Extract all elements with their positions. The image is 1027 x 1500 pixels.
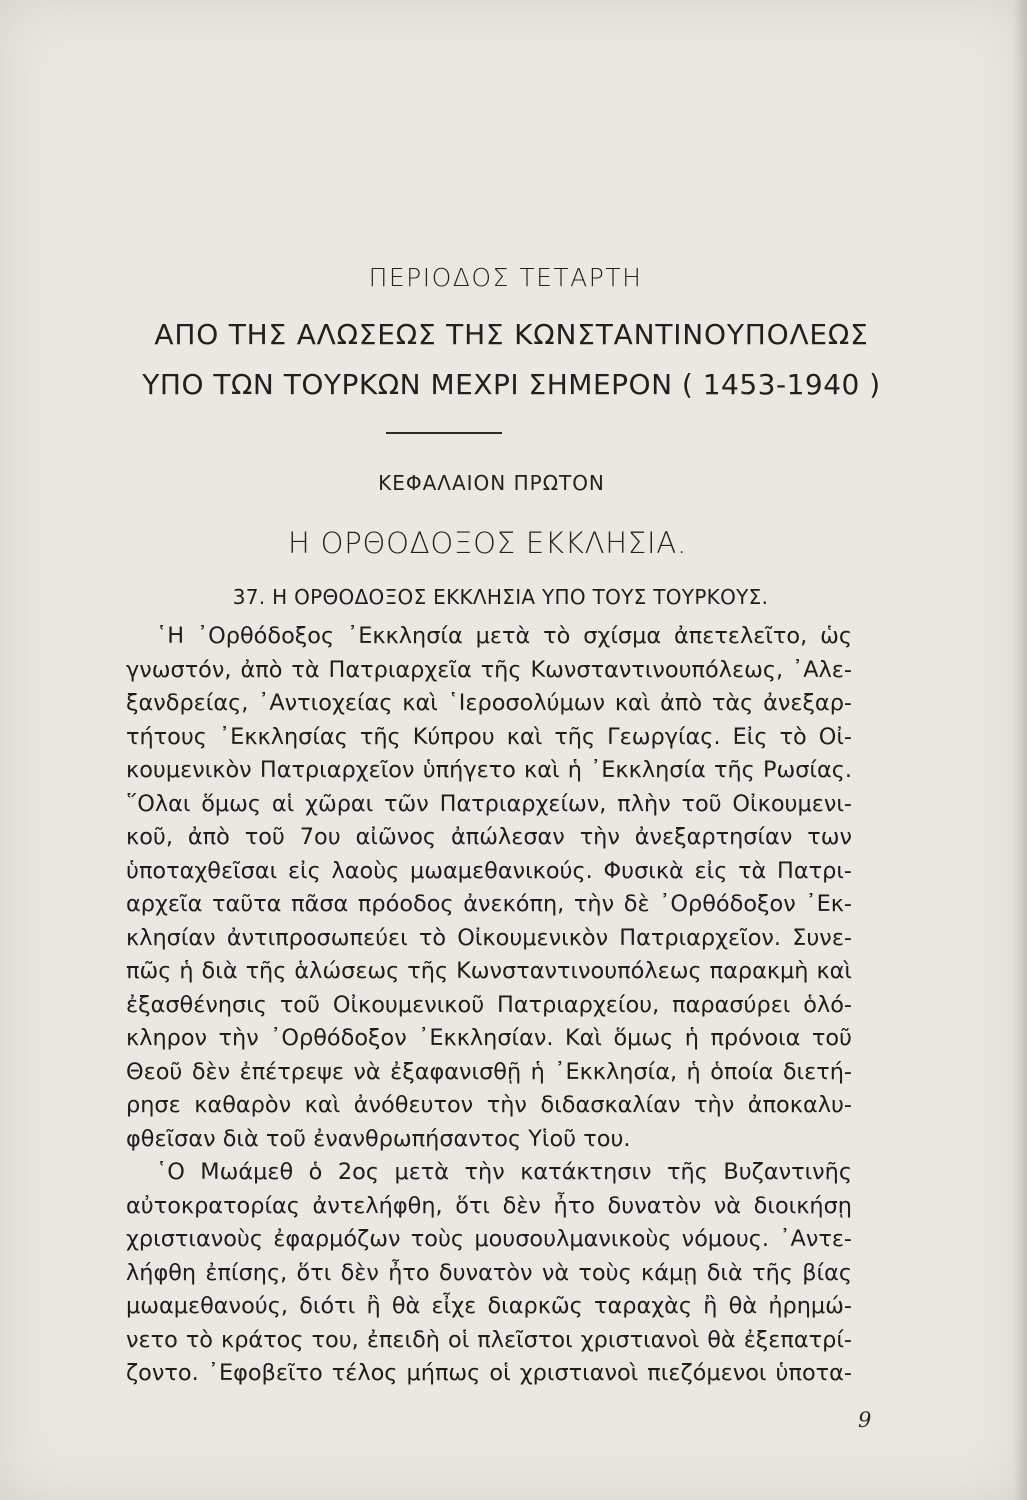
text-line: ῞Ολαι ὅμως αἱ χῶραι τῶν Πατριαρχείων, πλὴν τοῦ Οἰκουμενι- [126, 790, 852, 817]
text-line: πῶς ἡ διὰ τῆς ἁλώσεως τῆς Κωνσταντινουπόλεως παρακμὴ καὶ [126, 958, 852, 984]
text-line: ἐξασθένησις τοῦ Οἰκουμενικοῦ Πατριαρχείου, παρασύρει ὁλό- [126, 991, 852, 1018]
text-line: ρησε καθαρὸν καὶ ἀνόθευτον τὴν διδασκαλίαν τὴν ἀποκαλυ- [126, 1092, 852, 1118]
title-line-1: ΑΠΟ ΤΗΣ ΑΛΩΣΕΩΣ ΤΗΣ ΚΩΝΣΤΑΝΤΙΝΟΥΠΟΛΕΩΣ [154, 318, 869, 351]
text-line: κοῦ, ἀπὸ τοῦ 7ου αἰῶνος ἀπώλεσαν τὴν ἀνεξαρτησίαν των [126, 824, 852, 850]
text-line: τήτους ᾿Εκκλησίας τῆς Κύπρου καὶ τῆς Γεωργίας. Εἰς τὸ Οἰ- [126, 723, 852, 750]
period-heading: ΠΕΡΙΟΔΟΣ ΤΕΤΑΡΤΗ [368, 263, 643, 292]
text-line: φθεῖσαν διὰ τοῦ ἐνανθρωπήσαντος Υἱοῦ του. [126, 1125, 631, 1152]
section-heading: 37. Η ΟΡΘΟΔΟΞΟΣ ΕΚΚΛΗΣΙΑ ΥΠΟ ΤΟΥΣ ΤΟΥΡΚΟΥΣ. [232, 585, 769, 609]
title-divider [386, 432, 502, 434]
text-line: Θεοῦ δὲν ἐπέτρεψε νὰ ἐξαφανισθῇ ἡ ᾿Εκκλησία, ἡ ὁποία διετή- [126, 1058, 852, 1085]
text-line: κουμενικὸν Πατριαρχεῖον ὑπήγετο καὶ ἡ ᾿Εκκλησία τῆς Ρωσίας. [126, 757, 852, 783]
page-number: 9 [858, 1408, 872, 1432]
text-line: κλησίαν ἀντιπροσωπεύει τὸ Οἰκουμενικὸν Πατριαρχεῖον. Συνε- [126, 924, 852, 951]
body-text [126, 620, 852, 1391]
text-line: λήφθη ἐπίσης, ὅτι δὲν ἦτο δυνατὸν νὰ τοὺς κάμῃ διὰ τῆς βίας [126, 1259, 852, 1286]
text-line: αὐτοκρατορίας ἀντελήφθη, ὅτι δὲν ἦτο δυνατὸν νὰ διοικήσῃ [126, 1192, 852, 1219]
text-line: ὑποταχθεῖσαι εἰς λαοὺς μωαμεθανικούς. Φυσικὰ εἰς τὰ Πατρι- [126, 857, 852, 884]
text-line: ῾Η ᾿Ορθόδοξος ᾿Εκκλησία μετὰ τὸ σχίσμα ἀπετελεῖτο, ὡς [156, 623, 852, 649]
text-line: ζοντο. ᾿Εφοβεῖτο τέλος μήπως οἱ χριστιανοὶ πιεζόμενοι ὑποτα- [126, 1360, 852, 1386]
chapter-heading: ΚΕΦΑΛΑΙΟΝ ΠΡΩΤΟΝ [378, 471, 605, 495]
text-line: χριστιανοὺς ἐφαρμόζων τοὺς μουσουλμανικοὺς νόμους. ᾿Αντε- [126, 1226, 852, 1252]
text-line: γνωστόν, ἀπὸ τὰ Πατριαρχεῖα τῆς Κωνσταντινουπόλεως, ᾿Αλε- [126, 656, 852, 683]
text-line: ξανδρείας, ᾿Αντιοχείας καὶ ῾Ιεροσολύμων καὶ ἀπὸ τὰς ἀνεξαρ- [126, 690, 852, 716]
text-line: αρχεῖα ταῦτα πᾶσα πρόοδος ἀνεκόπη, τὴν δὲ ᾿Ορθόδοξον ᾿Εκ- [126, 891, 852, 917]
text-line: ῾Ο Μωάμεθ ὁ 2ος μετὰ τὴν κατάκτησιν τῆς Βυζαντινῆς [156, 1159, 852, 1185]
title-line-2: ΥΠΟ ΤΩΝ ΤΟΥΡΚΩΝ ΜΕΧΡΙ ΣΗΜΕΡΟΝ ( 1453-1940 ) [142, 368, 881, 401]
chapter-title: Η ΟΡΘΟΔΟΞΟΣ ΕΚΚΛΗΣΙΑ. [287, 526, 688, 560]
text-line: νετο τὸ κράτος του, ἐπειδὴ οἱ πλεῖστοι χριστιανοὶ θὰ ἐξεπατρί- [126, 1326, 852, 1353]
text-line: κληρον τὴν ᾿Ορθόδοξον ᾿Εκκλησίαν. Καὶ ὅμως ἡ πρόνοια τοῦ [126, 1025, 852, 1051]
page-binding-edge [1013, 0, 1027, 1500]
text-line: μωαμεθανούς, διότι ἢ θὰ εἶχε διαρκῶς ταραχὰς ἢ θὰ ἠρημώ- [126, 1293, 852, 1319]
